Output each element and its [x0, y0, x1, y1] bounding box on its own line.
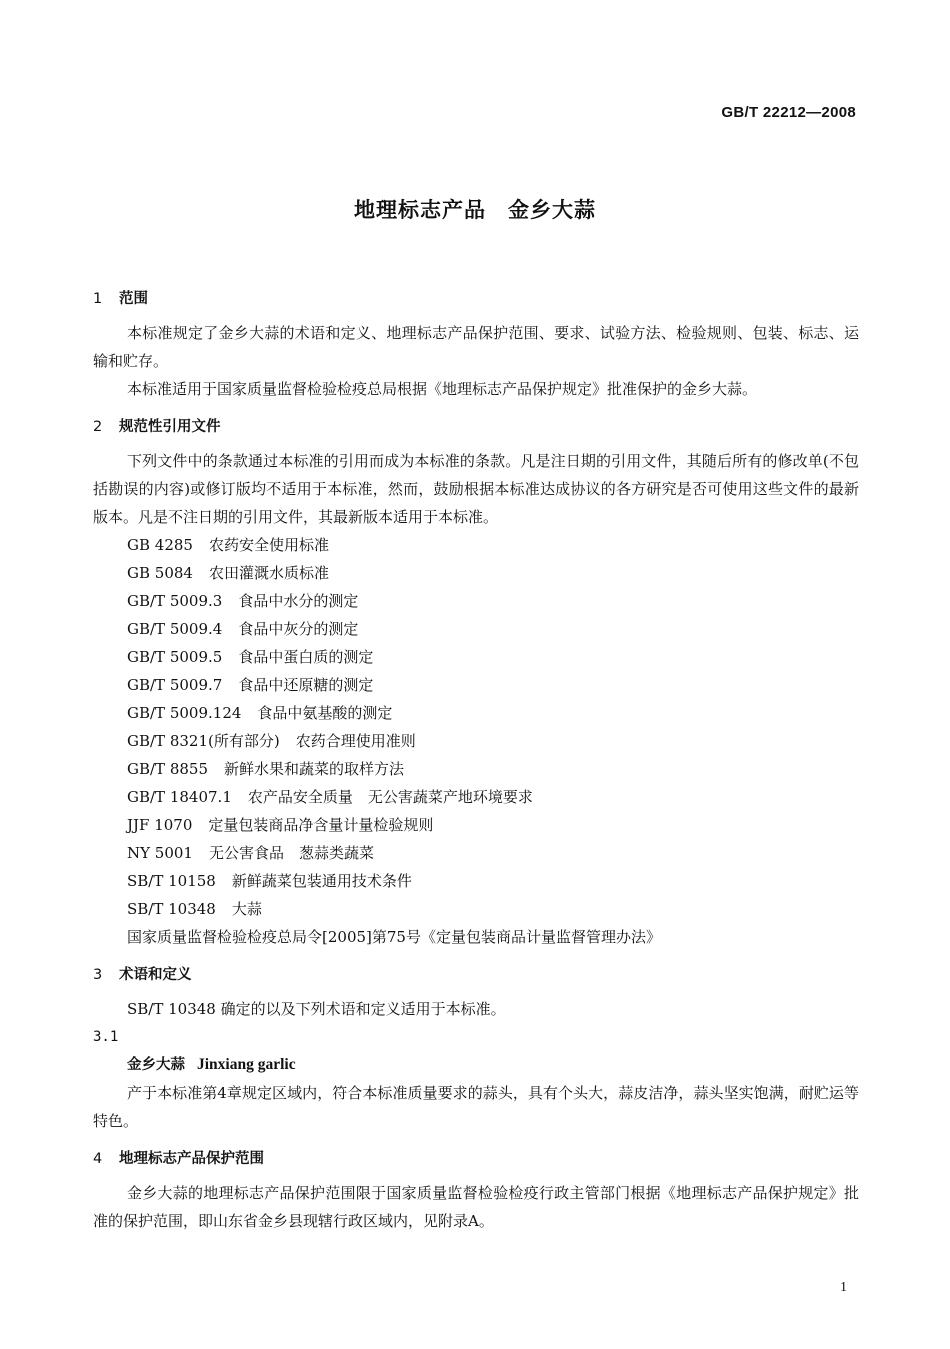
- reference-title: 食品中蛋白质的测定: [238, 648, 374, 666]
- section-title: 地理标志产品保护范围: [119, 1151, 264, 1167]
- reference-code: GB/T 18407.1: [127, 788, 232, 806]
- paragraph: 下列文件中的条款通过本标准的引用而成为本标准的条款。凡是注日期的引用文件，其随后所有的修改单(不包括勘误的内容)或修订版均不适用于本标准，然而，鼓励根据本标准达成协议的各方研究是否可使用这些文件的最新版本。凡是不注日期的引用文件，其最新版本适用于本标准。: [93, 452, 859, 526]
- reference-item-decree: 国家质量监督检验检疫总局令[2005]第75号《定量包装商品计量监督管理办法》: [127, 928, 661, 946]
- term-english: Jinxiang garlic: [197, 1056, 296, 1073]
- reference-item: [93, 727, 859, 755]
- reference-item: [93, 587, 859, 615]
- reference-item: [93, 755, 859, 783]
- reference-item: [93, 671, 859, 699]
- paragraph: 本标准适用于国家质量监督检验检疫总局根据《地理标志产品保护规定》批准保护的金乡大蒜。: [127, 380, 758, 398]
- reference-item: [93, 811, 859, 839]
- reference-code: GB/T 5009.124: [127, 704, 242, 722]
- paragraph: SB/T 10348 确定的以及下列术语和定义适用于本标准。: [127, 1000, 506, 1018]
- reference-code: GB/T 5009.4: [127, 620, 223, 638]
- reference-item: [93, 699, 859, 727]
- reference-title: 食品中氨基酸的测定: [257, 704, 393, 722]
- paragraph: 本标准规定了金乡大蒜的术语和定义、地理标志产品保护范围、要求、试验方法、检验规则、包装、标志、运输和贮存。: [93, 324, 859, 370]
- reference-title: 食品中水分的测定: [238, 592, 359, 610]
- reference-item: [93, 643, 859, 671]
- reference-code: SB/T 10348: [127, 900, 216, 918]
- reference-item: [93, 615, 859, 643]
- reference-title: 食品中灰分的测定: [238, 620, 359, 638]
- reference-title: 农田灌溉水质标准: [208, 564, 329, 582]
- reference-code: GB 5084: [127, 564, 193, 582]
- section-title: 范围: [119, 291, 148, 307]
- section-title: 规范性引用文件: [119, 419, 221, 435]
- clause-number: 3.1: [93, 1029, 119, 1045]
- section-number: 2: [93, 419, 103, 435]
- reference-title: 无公害食品 葱蒜类蔬菜: [208, 844, 374, 862]
- reference-code: JJF 1070: [127, 816, 193, 834]
- reference-list: [93, 531, 859, 951]
- reference-code: GB/T 5009.3: [127, 592, 223, 610]
- reference-item: [93, 783, 859, 811]
- reference-code: GB/T 8855: [127, 760, 209, 778]
- section-heading-scope: [93, 287, 859, 311]
- section-heading-protection-scope: [93, 1147, 859, 1171]
- reference-code: NY 5001: [127, 844, 193, 862]
- reference-title: 大蒜: [231, 900, 262, 918]
- reference-code: GB/T 8321(所有部分): [127, 732, 280, 750]
- reference-title: 农药安全使用标准: [208, 536, 329, 554]
- section-number: 4: [93, 1151, 103, 1167]
- document-body: [93, 287, 859, 1235]
- section-number: 3: [93, 967, 103, 983]
- reference-title: 新鲜蔬菜包装通用技术条件: [231, 872, 412, 890]
- section-heading-normative-references: [93, 415, 859, 439]
- page-number: 1: [840, 1280, 847, 1295]
- paragraph: 金乡大蒜的地理标志产品保护范围限于国家质量监督检验检疫行政主管部门根据《地理标志产品保护规定》批准的保护范围，即山东省金乡县现辖行政区域内，见附录A。: [93, 1184, 859, 1230]
- section-number: 1: [93, 291, 103, 307]
- reference-title: 定量包装商品净含量计量检验规则: [208, 816, 434, 834]
- document-title: 地理标志产品 金乡大蒜: [354, 198, 596, 222]
- reference-code: GB/T 5009.5: [127, 648, 223, 666]
- reference-title: 食品中还原糖的测定: [238, 676, 374, 694]
- section-title: 术语和定义: [119, 967, 192, 983]
- reference-title: 新鲜水果和蔬菜的取样方法: [224, 760, 405, 778]
- reference-item: [93, 839, 859, 867]
- reference-title: 农产品安全质量 无公害蔬菜产地环境要求: [247, 788, 533, 806]
- term-entry: [93, 1051, 859, 1079]
- reference-item: [93, 867, 859, 895]
- reference-code: GB 4285: [127, 536, 193, 554]
- reference-code: SB/T 10158: [127, 872, 216, 890]
- reference-title: 农药合理使用准则: [295, 732, 416, 750]
- reference-item: [93, 895, 859, 923]
- section-heading-terms: [93, 963, 859, 987]
- reference-item: [93, 559, 859, 587]
- reference-code: GB/T 5009.7: [127, 676, 223, 694]
- reference-item: [93, 531, 859, 559]
- standard-code: GB/T 22212—2008: [721, 104, 856, 121]
- term-definition: 产于本标准第4章规定区域内，符合本标准质量要求的蒜头，具有个头大，蒜皮洁净，蒜头坚实饱满，耐贮运等特色。: [93, 1084, 859, 1130]
- term-chinese: 金乡大蒜: [127, 1057, 185, 1073]
